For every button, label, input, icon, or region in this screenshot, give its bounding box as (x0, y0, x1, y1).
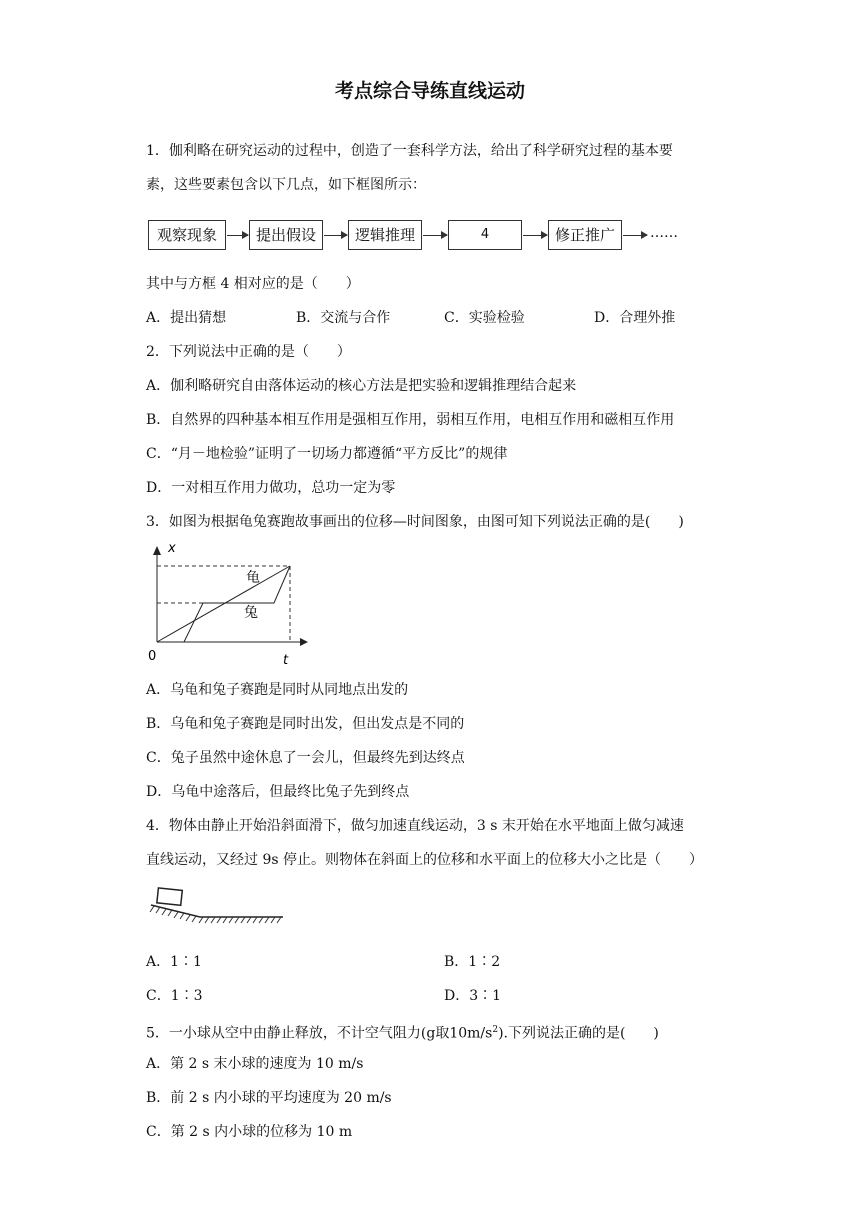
q1-option-c[interactable]: C．实验检验 (444, 310, 525, 326)
q3-option-b[interactable]: B．乌龟和兔子赛跑是同时出发，但出发点是不同的 (146, 716, 465, 732)
q1-option-a[interactable]: A．提出猜想 (146, 310, 227, 326)
q4-stem-line1: 4．物体由静止开始沿斜面滑下，做匀加速直线运动，3 s 末开始在水平地面上做匀减速 (146, 818, 684, 834)
flow-box-4: 4 (448, 220, 522, 250)
q2-option-a[interactable]: A．伽利略研究自由落体运动的核心方法是把实验和逻辑推理结合起来 (146, 378, 577, 394)
flow-arrow-icon (423, 235, 447, 236)
q1-stem-line1: 1．伽利略在研究运动的过程中，创造了一套科学方法，给出了科学研究过程的基本要 (146, 143, 673, 159)
y-axis-label: x (168, 541, 176, 556)
rabbit-label: 兔 (244, 605, 258, 621)
x-axis-label: t (283, 653, 289, 668)
q2-stem: 2．下列说法中正确的是（ ） (146, 344, 351, 360)
q4-incline-diagram (148, 884, 288, 932)
flow-box-2: 提出假设 (249, 220, 323, 250)
q3-option-c[interactable]: C．兔子虽然中途休息了一会儿，但最终先到达终点 (146, 750, 465, 766)
q4-option-d[interactable]: D．3∶1 (444, 988, 502, 1004)
q1-option-d[interactable]: D．合理外推 (594, 310, 676, 326)
q3-option-a[interactable]: A．乌龟和兔子赛跑是同时从同地点出发的 (146, 682, 409, 698)
q5-option-c[interactable]: C．第 2 s 内小球的位移为 10 m (146, 1124, 353, 1140)
page-title: 考点综合导练直线运动 (334, 80, 525, 102)
q5-stem-part1: 5．一小球从空中由静止释放，不计空气阻力(g取10m/s (146, 1025, 493, 1042)
flow-arrow-icon (523, 235, 547, 236)
q4-stem-line2: 直线运动，又经过 9s 停止。则物体在斜面上的位移和水平面上的位移大小之比是（ ） (146, 852, 703, 868)
q3-option-d[interactable]: D．乌龟中途落后，但最终比兔子先到终点 (146, 784, 410, 800)
q4-option-b[interactable]: B．1∶2 (444, 954, 501, 970)
rabbit-line (184, 566, 290, 642)
q1-question: 其中与方框 4 相对应的是（ ） (146, 276, 360, 292)
q1-flowchart (148, 216, 708, 258)
q4-option-a[interactable]: A．1∶1 (146, 954, 202, 970)
tortoise-label: 龟 (246, 570, 260, 586)
q2-option-c[interactable]: C．“月－地检验”证明了一切场力都遵循“平方反比”的规律 (146, 446, 508, 462)
y-axis-arrow-icon (153, 546, 161, 555)
ground-hatching (150, 906, 281, 923)
q5-option-b[interactable]: B．前 2 s 内小球的平均速度为 20 m/s (146, 1090, 392, 1106)
q2-option-d[interactable]: D．一对相互作用力做功，总功一定为零 (146, 480, 396, 496)
q2-option-b[interactable]: B．自然界的四种基本相互作用是强相互作用，弱相互作用，电相互作用和磁相互作用 (146, 412, 675, 428)
flow-arrow-icon (324, 235, 347, 236)
q5-option-a[interactable]: A．第 2 s 末小球的速度为 10 m/s (146, 1056, 364, 1072)
q4-option-c[interactable]: C．1∶3 (146, 988, 203, 1004)
x-axis-arrow-icon (300, 638, 308, 646)
block-icon (157, 888, 182, 905)
flow-box-1: 观察现象 (148, 220, 226, 250)
q3-xt-graph (140, 538, 310, 670)
flow-ellipsis: …… (650, 225, 678, 241)
flow-arrow-icon (623, 235, 647, 236)
q5-stem (146, 1020, 659, 1044)
q1-option-b[interactable]: B．交流与合作 (296, 310, 391, 326)
tortoise-line (157, 566, 290, 642)
q1-stem-line2: 素，这些要素包含以下几点，如下框图所示： (146, 177, 426, 193)
q5-stem-part2: ).下列说法正确的是( ) (498, 1025, 659, 1042)
flow-box-5: 修正推广 (548, 220, 622, 250)
q3-stem: 3．如图为根据龟兔赛跑故事画出的位移—时间图象，由图可知下列说法正确的是( ) (146, 514, 684, 530)
q5-stem-superscript: 2 (492, 1025, 499, 1035)
flow-arrow-icon (227, 235, 248, 236)
origin-label: 0 (148, 649, 157, 664)
flow-box-3: 逻辑推理 (348, 220, 422, 250)
